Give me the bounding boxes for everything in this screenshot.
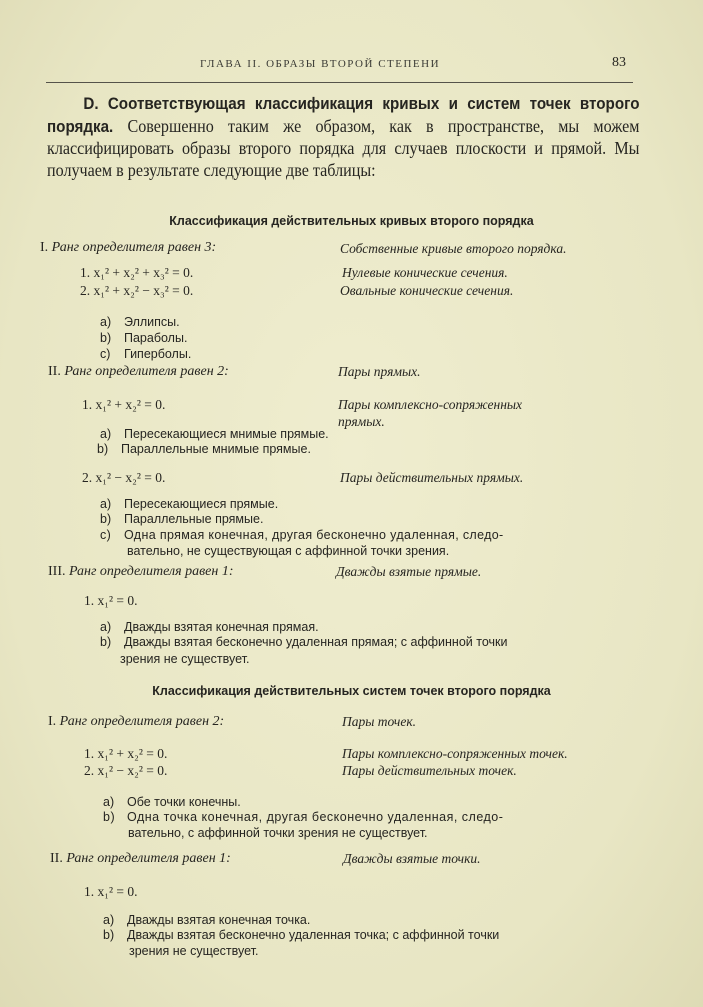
case-marker: b) bbox=[97, 442, 109, 456]
case-marker: b) bbox=[100, 331, 112, 345]
case-marker: a) bbox=[100, 497, 112, 511]
rank-label: Ранг определителя равен 2: bbox=[59, 714, 225, 729]
equation-desc: Нулевые конические сечения. bbox=[342, 265, 508, 280]
case-item bbox=[100, 635, 507, 649]
equation-desc: Пары комплексно-сопряженных bbox=[338, 397, 523, 412]
table1-title: Классификация действительных кривых второго порядка bbox=[169, 214, 534, 228]
header-rule bbox=[46, 82, 633, 83]
case-continuation: вательно, с аффинной точки зрения не существует. bbox=[128, 826, 428, 840]
case-item bbox=[100, 315, 180, 329]
case-text: Параболы. bbox=[124, 331, 188, 345]
section-number: II. bbox=[48, 364, 61, 379]
equation-desc-cont: прямых. bbox=[338, 414, 385, 429]
case-item bbox=[100, 512, 263, 526]
case-item bbox=[103, 928, 499, 942]
case-text: Дважды взятая конечная точка. bbox=[127, 913, 311, 927]
case-text: Гиперболы. bbox=[124, 347, 192, 361]
equation-desc: Пары действительных прямых. bbox=[340, 470, 524, 485]
page-number: 83 bbox=[612, 55, 626, 70]
case-text: Пересекающиеся прямые. bbox=[124, 497, 279, 511]
case-marker: b) bbox=[103, 810, 116, 824]
equation-desc: Пары комплексно-сопряженных точек. bbox=[342, 746, 568, 761]
rank-label: Ранг определителя равен 2: bbox=[64, 364, 229, 379]
case-item bbox=[100, 620, 319, 634]
case-marker: b) bbox=[100, 512, 112, 526]
case-text: Дважды взятая бесконечно удаленная прямая; с аффинной точки bbox=[124, 635, 508, 649]
case-item bbox=[100, 427, 329, 441]
t1-section-2 bbox=[48, 364, 229, 380]
table2-title: Классификация действительных систем точек второго порядка bbox=[152, 684, 551, 698]
case-item bbox=[100, 528, 504, 542]
case-text: Одна точка конечная, другая бесконечно удаленная, следо- bbox=[127, 810, 504, 824]
case-item bbox=[103, 810, 503, 824]
case-marker: a) bbox=[103, 795, 115, 809]
section-number: I. bbox=[40, 240, 49, 255]
case-text: Дважды взятая бесконечно удаленная точка; с аффинной точки bbox=[127, 928, 500, 942]
case-continuation: зрения не существует. bbox=[129, 944, 259, 958]
rank-label: Ранг определителя равен 1: bbox=[66, 851, 231, 866]
intro-heading: D. Соответствующая классификация кривых и систем точек второго порядка. bbox=[47, 95, 640, 136]
intro-text: Совершенно таким же образом, как в пространстве, мы можем классифицировать образы второго порядка для случаев плоскости и прямой. Мы получаем в результате следующие две таблицы: bbox=[47, 115, 640, 180]
case-text: Одна прямая конечная, другая бесконечно удаленная, следо- bbox=[124, 528, 504, 542]
equation: 2. x₁² − x₂² = 0. bbox=[82, 470, 166, 485]
case-text: Параллельные мнимые прямые. bbox=[121, 442, 311, 456]
t2-s2-desc: Дважды взятые точки. bbox=[343, 851, 481, 866]
running-title: ГЛАВА II. ОБРАЗЫ ВТОРОЙ СТЕПЕНИ bbox=[200, 58, 441, 70]
t2-s1-desc: Пары точек. bbox=[342, 714, 417, 729]
rank-label: Ранг определителя равен 3: bbox=[51, 240, 217, 255]
equation: 1. x₁² + x₂² = 0. bbox=[82, 397, 166, 412]
equation-desc: Овальные конические сечения. bbox=[340, 283, 514, 298]
t2-section-1 bbox=[48, 714, 224, 730]
case-text: Дважды взятая конечная прямая. bbox=[124, 620, 319, 634]
section-number: II. bbox=[50, 851, 63, 866]
t1-s3-desc: Дважды взятые прямые. bbox=[336, 564, 482, 579]
section-number: III. bbox=[48, 564, 66, 579]
case-item bbox=[103, 913, 310, 927]
case-marker: c) bbox=[100, 528, 112, 542]
case-text: Пересекающиеся мнимые прямые. bbox=[124, 427, 329, 441]
equation-desc: Пары действительных точек. bbox=[342, 763, 517, 778]
case-marker: b) bbox=[100, 635, 112, 649]
case-marker: a) bbox=[100, 315, 112, 329]
case-text: Параллельные прямые. bbox=[124, 512, 264, 526]
equation: 1. x₁² = 0. bbox=[84, 593, 138, 608]
t2-section-2 bbox=[50, 851, 231, 867]
equation: 1. x₁² = 0. bbox=[84, 884, 138, 899]
case-marker: a) bbox=[100, 427, 112, 441]
case-item bbox=[100, 497, 278, 511]
case-item bbox=[103, 795, 241, 809]
t1-section-3 bbox=[48, 564, 234, 580]
rank-label: Ранг определителя равен 1: bbox=[69, 564, 234, 579]
case-continuation: вательно, не существующая с аффинной точки зрения. bbox=[127, 544, 450, 558]
case-item bbox=[100, 347, 191, 361]
case-marker: b) bbox=[103, 928, 115, 942]
case-text: Обе точки конечны. bbox=[127, 795, 241, 809]
case-marker: a) bbox=[103, 913, 115, 927]
equation: 2. x₁² − x₂² = 0. bbox=[84, 763, 168, 778]
equation: 1. x₁² + x₂² + x₃² = 0. bbox=[80, 265, 194, 280]
case-text: Эллипсы. bbox=[124, 315, 180, 329]
section-number: I. bbox=[48, 714, 57, 729]
intro-paragraph bbox=[47, 93, 639, 181]
equation: 1. x₁² + x₂² = 0. bbox=[84, 746, 168, 761]
case-item bbox=[97, 442, 311, 456]
case-marker: c) bbox=[100, 347, 111, 361]
t1-section-1 bbox=[40, 240, 216, 256]
t1-s2-desc: Пары прямых. bbox=[338, 364, 421, 379]
t1-s1-desc: Собственные кривые второго порядка. bbox=[340, 241, 567, 256]
case-continuation: зрения не существует. bbox=[120, 652, 250, 666]
equation: 2. x₁² + x₂² − x₃² = 0. bbox=[80, 283, 194, 298]
case-marker: a) bbox=[100, 620, 112, 634]
case-item bbox=[100, 331, 187, 345]
